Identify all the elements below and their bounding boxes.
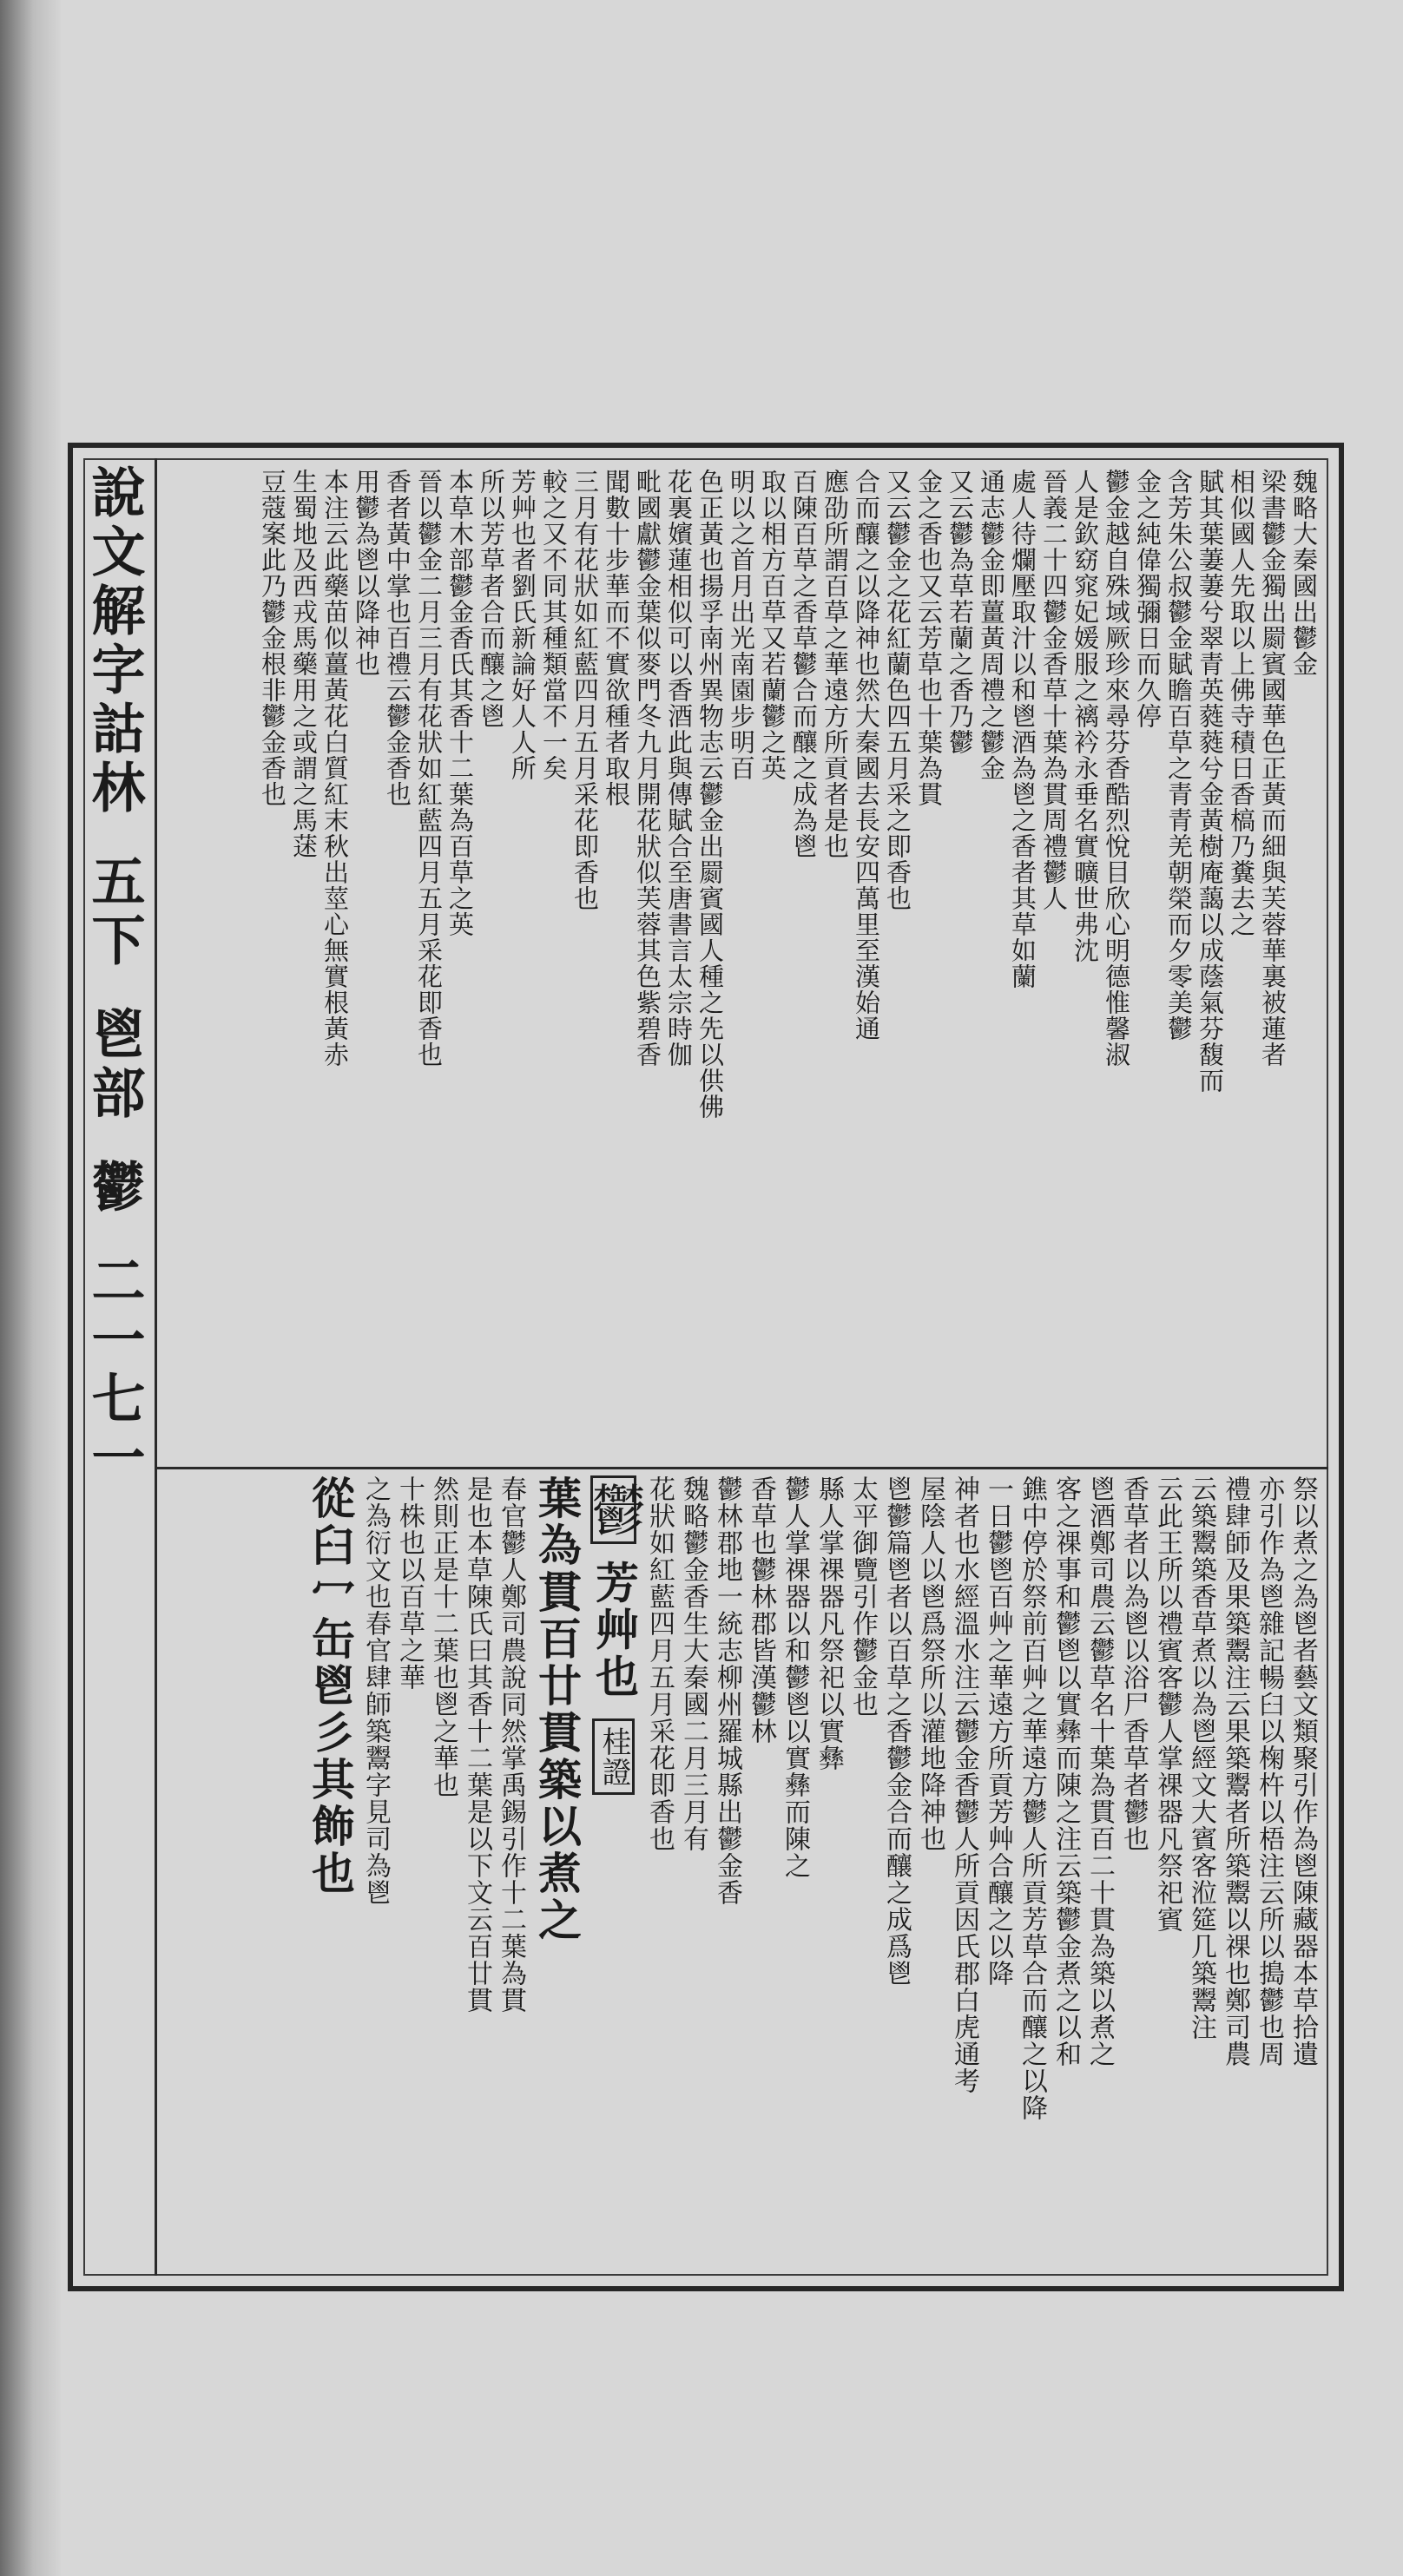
lower-column: 祭以煮之為鬯者藝文類聚引作為鬯陳藏器本草拾遺 bbox=[1288, 1475, 1318, 2067]
commentary-column: 春官鬱人鄭司農說同然掌禹錫引作十二葉為貫 bbox=[496, 1475, 526, 2014]
lower-column: 云築鬻築香草煮以為鬯經文大賓客涖筵几築鬻注 bbox=[1186, 1475, 1216, 2040]
upper-column: 又云鬱金之花紅蘭色四五月采之即香也 bbox=[883, 469, 912, 911]
upper-column: 毗國獻鬱金葉似麥門冬九月開花狀似芙蓉其色紫碧香 bbox=[633, 469, 662, 1068]
upper-column: 應劭所謂百草之華遠方所貢者是也 bbox=[820, 469, 850, 859]
book-spine-shadow bbox=[0, 0, 61, 2576]
upper-column: 通志鬱金即薑黃周禮之鬱金 bbox=[977, 469, 1006, 781]
upper-column: 百陳百草之香草鬱合而釀之成為鬯 bbox=[789, 469, 819, 859]
commentary-column: 是也本草陳氏曰其香十二葉是以下文云百廿貫 bbox=[462, 1475, 492, 2014]
lower-column: 客之祼事和鬱鬯以實彝而陳之注云築鬱金煮之以和 bbox=[1051, 1475, 1081, 2067]
upper-column: 所以芳草者合而釀之鬯 bbox=[477, 469, 506, 729]
lower-column: 神者也水經溫水注云鬱金香鬱人所貢因氏郡白虎通考 bbox=[949, 1475, 979, 2094]
entry-head bbox=[582, 1475, 646, 2265]
lower-column: 亦引作為鬯雜記暢臼以椈杵以梧注云所以搗鬱也周 bbox=[1254, 1475, 1284, 2067]
definition-text: 芳艸也 bbox=[589, 1560, 640, 1701]
upper-column: 晉義二十四鬱金香草十葉為貫周禮鬱人 bbox=[1039, 469, 1069, 911]
upper-column: 含芳朱公叔鬱金賦瞻百草之青青羌朝榮而夕零美鬱 bbox=[1164, 469, 1194, 1042]
upper-column: 用鬱為鬯以降神也 bbox=[352, 469, 381, 677]
lower-column: 鬯鬱篇鬯者以百草之香鬱金合而釀之成爲鬯 bbox=[881, 1475, 912, 1987]
upper-column: 處人待爛壓取汁以和鬯酒為鬯之香者其草如蘭 bbox=[1008, 469, 1037, 989]
upper-column: 三月有花狀如紅藍四月五月采花即香也 bbox=[570, 469, 600, 911]
lower-column: 鐎中停於祭前百艸之華遠方鬱人所貢芳草合而釀之以降 bbox=[1017, 1475, 1047, 2121]
lower-column: 禮肆師及果築鬻注云果築鬻者所築鬻以祼也鄭司農 bbox=[1220, 1475, 1250, 2067]
mid-note: 花狀如紅藍四月五月采花即香也 bbox=[644, 1475, 675, 1852]
upper-column: 本注云此藥苗似薑黃花白質紅末秋出莖心無實根黃赤 bbox=[320, 469, 350, 1068]
upper-column: 明以之首月出光南園步明百 bbox=[727, 469, 756, 781]
lower-text-block bbox=[165, 1475, 1320, 2265]
title-column bbox=[80, 464, 148, 2270]
upper-column: 色正黃也揚孚南州異物志云鬱金出罽賓國人種之先以供佛 bbox=[695, 469, 725, 1120]
commentary-column: 之為衍文也春官肆師築鬻字見司為鬯 bbox=[360, 1475, 391, 1906]
book-title: 說文解字詁林 bbox=[82, 464, 146, 818]
page-number: 二一七一 bbox=[82, 1252, 146, 1488]
upper-column: 取以相方百草又若蘭鬱之英 bbox=[758, 469, 787, 781]
upper-column: 花裏嬪蓮相似可以香酒此與傳賦合至唐書言太宗時伽 bbox=[664, 469, 694, 1068]
lower-column: 鬱人掌祼器以和鬱鬯以實彝而陳之 bbox=[780, 1475, 810, 1879]
lower-column: 云此王所以禮賓客鬱人掌祼器凡祭祀賓 bbox=[1152, 1475, 1182, 1933]
upper-column: 本草木部鬱金香氏其香十二葉為百草之英 bbox=[445, 469, 475, 937]
volume-label: 五下 bbox=[82, 853, 146, 971]
commentary-column: 然則正是十二葉也鬯之華也 bbox=[428, 1475, 458, 1798]
upper-column: 相似國人先取以上佛寺積日香槁乃糞去之 bbox=[1227, 469, 1256, 937]
upper-column: 芳艸也者劉氏新論好人人所 bbox=[508, 469, 537, 781]
upper-column: 較之又不同其種類當不一矣 bbox=[539, 469, 569, 781]
definition-text: 葉為貫百廿貫築以煮之 bbox=[531, 1475, 583, 1944]
lower-column: 香草也鬱林郡皆漢鬱林 bbox=[746, 1475, 776, 1745]
column-divider bbox=[155, 458, 157, 2276]
lower-column: 太平御覽引作鬱金也 bbox=[847, 1475, 878, 1718]
lower-column: 香草者以為鬯以浴尸香草者鬱也 bbox=[1118, 1475, 1149, 1852]
upper-column: 聞數十步華而不實欲種者取根 bbox=[602, 469, 631, 807]
upper-column: 晉以鬱金二月三月有花狀如紅藍四月五月采花即香也 bbox=[414, 469, 444, 1068]
upper-column: 金之純偉獨彌日而久停 bbox=[1133, 469, 1163, 729]
upper-column: 金之香也又云芳草也十葉為貫 bbox=[914, 469, 944, 807]
upper-column: 合而釀之以降神也然大秦國去長安四萬里至漢始通 bbox=[852, 469, 881, 1042]
character-label: 鬱 bbox=[82, 1159, 146, 1218]
header-note: 魏略鬱金香生大秦國二月三月有 bbox=[678, 1475, 708, 1852]
upper-text-block bbox=[165, 469, 1320, 1458]
lower-column: 一日鬱鬯百艸之華遠方所貢芳艸合釀之以降 bbox=[983, 1475, 1013, 1987]
seal-character: 鬱 bbox=[590, 1475, 636, 1544]
upper-column: 鬱金越自殊域厥珍來尋芬香酷烈悅目欣心明德惟馨淑 bbox=[1102, 469, 1131, 1068]
upper-column: 賦其葉萋萋兮翠青英蕤蕤兮金黃樹庵藹以成蔭氣芬馥而 bbox=[1196, 469, 1225, 1094]
section-label: 鬯部 bbox=[82, 1006, 146, 1124]
upper-column: 豆蔻案此乃鬱金根非鬱金香也 bbox=[258, 469, 287, 807]
lower-column: 屋陰人以鬯爲祭所以灌地降神也 bbox=[915, 1475, 945, 1852]
definition-text: 從臼冖缶鬯彡其飾也 bbox=[305, 1475, 356, 1897]
lower-column: 鬱林郡地一統志柳州羅城縣出鬱金香 bbox=[712, 1475, 742, 1906]
upper-column: 梁書鬱金獨出罽賓國華色正黃而細與芙蓉華裏被蓮者 bbox=[1258, 469, 1288, 1068]
upper-column: 人是欽窈窕妃媛服之褵衿永垂名實曠世弗沈 bbox=[1070, 469, 1100, 963]
lower-column: 鬯酒鄭司農云鬱草名十葉為貫百二十貫為築以煮之 bbox=[1084, 1475, 1115, 2067]
commentary-column: 十株也以百草之華 bbox=[394, 1475, 425, 1691]
upper-column: 魏略大秦國出鬱金 bbox=[1289, 469, 1319, 677]
upper-column: 生蜀地及西戎馬藥用之或謂之馬蒁 bbox=[289, 469, 319, 859]
section-divider bbox=[157, 1467, 1328, 1469]
lower-column: 縣人掌祼器凡祭祀以實彝 bbox=[813, 1475, 844, 1771]
stamp-label: 桂證 bbox=[592, 1718, 635, 1795]
upper-column: 又云鬱為草若蘭之香乃鬱 bbox=[945, 469, 975, 755]
upper-column: 香者黃中掌也百禮云鬱金香也 bbox=[383, 469, 412, 807]
